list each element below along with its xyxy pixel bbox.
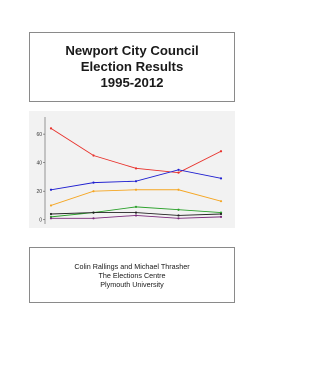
data-point	[135, 206, 137, 208]
data-point	[220, 213, 222, 215]
data-point	[50, 127, 52, 129]
data-point	[50, 204, 52, 206]
data-point	[135, 214, 137, 216]
data-point	[177, 209, 179, 211]
data-point	[177, 214, 179, 216]
title-line-years: 1995-2012	[100, 75, 164, 90]
credit-authors: Colin Rallings and Michael Thrasher	[74, 261, 190, 271]
title-line-results: Election Results	[80, 59, 184, 74]
credit-centre: The Elections Centre	[98, 270, 166, 280]
data-point	[220, 150, 222, 152]
data-point	[92, 154, 94, 156]
credits-box	[29, 247, 235, 303]
title-box	[29, 32, 235, 102]
data-point	[50, 213, 52, 215]
y-tick-label: 0	[39, 217, 42, 224]
data-point	[135, 180, 137, 182]
data-point	[50, 217, 52, 219]
data-point	[220, 200, 222, 202]
y-tick-label: 60	[36, 131, 42, 138]
y-tick-label: 20	[36, 188, 42, 195]
data-point	[135, 211, 137, 213]
data-point	[92, 190, 94, 192]
data-point	[177, 189, 179, 191]
chart-background	[29, 111, 235, 228]
chart-container	[29, 111, 235, 228]
data-point	[177, 169, 179, 171]
data-point	[135, 189, 137, 191]
title-line-council: Newport City Council	[65, 43, 199, 58]
election-line-chart	[29, 111, 235, 228]
data-point	[177, 172, 179, 174]
data-point	[177, 217, 179, 219]
credit-university: Plymouth University	[100, 279, 164, 289]
data-point	[220, 177, 222, 179]
data-point	[92, 217, 94, 219]
data-point	[92, 182, 94, 184]
data-point	[220, 216, 222, 218]
data-point	[92, 211, 94, 213]
data-point	[135, 167, 137, 169]
data-point	[50, 189, 52, 191]
y-tick-label: 40	[36, 160, 42, 167]
